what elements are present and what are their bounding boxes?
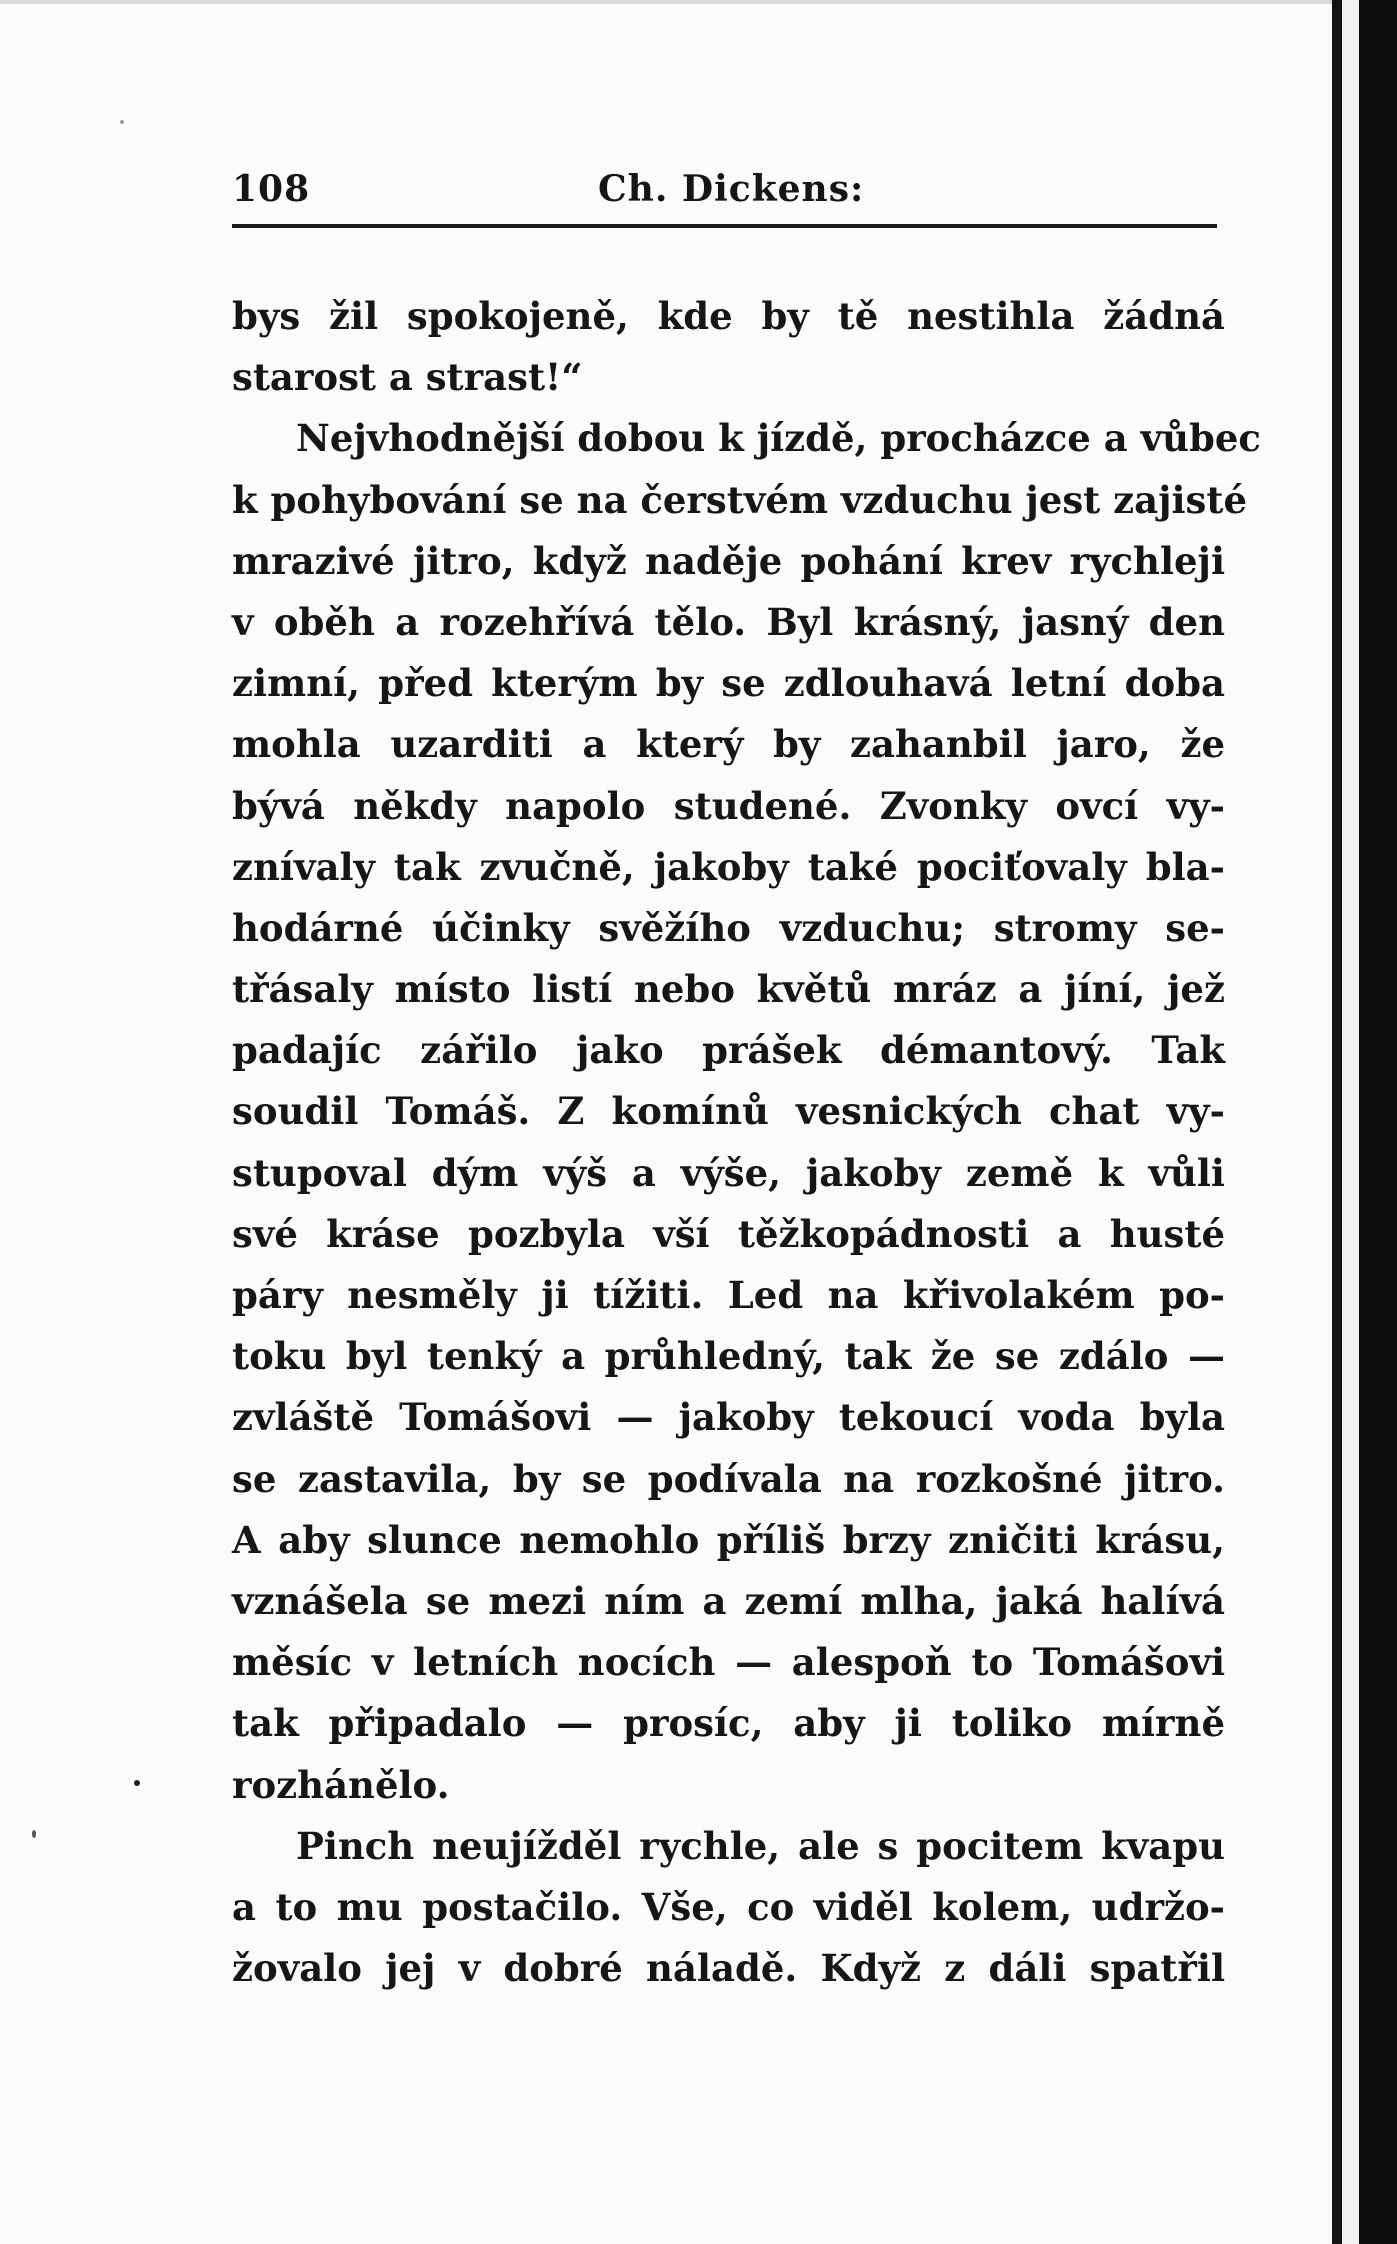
text-line: bys žil spokojeně, kde by tě nestihla žádná	[232, 294, 1225, 338]
text-line: a to mu postačilo. Vše, co viděl kolem, udržo-	[232, 1884, 1225, 1929]
text-line: znívaly tak zvučně, jakoby také pociťovaly bla-	[232, 844, 1225, 889]
text-line: v oběh a rozehřívá tělo. Byl krásný, jasný den	[232, 599, 1225, 644]
text-line: bývá někdy napolo studené. Zvonky ovcí vy-	[232, 783, 1225, 828]
page-header	[232, 160, 1217, 220]
running-head: Ch. Dickens:	[598, 168, 865, 210]
scan-edge-border	[1359, 0, 1397, 2244]
scan-edge-line	[1332, 0, 1342, 2244]
scan-top-edge	[0, 0, 1342, 4]
text-line: žovalo jej v dobré náladě. Když z dáli spatřil	[232, 1946, 1225, 1991]
text-line: rozhánělo.	[232, 1762, 450, 1807]
text-line: své kráse pozbyla vší těžkopádnosti a husté	[232, 1211, 1225, 1256]
text-line: třásaly místo listí nebo květů mráz a jíní, jež	[232, 967, 1225, 1012]
text-line: soudil Tomáš. Z komínů vesnických chat vy-	[232, 1089, 1225, 1134]
text-line: vznášela se mezi ním a zemí mlha, jaká halívá	[232, 1578, 1225, 1623]
text-line: Nejvhodnější dobou k jízdě, procházce a vůbec	[296, 416, 1261, 461]
text-line: měsíc v letních nocích — alespoň to Tomášovi	[232, 1640, 1225, 1685]
text-line: stupoval dým výš a výše, jakoby země k vůli	[232, 1150, 1225, 1195]
page-number: 108	[232, 168, 311, 210]
text-line: se zastavila, by se podívala na rozkošné jitro.	[232, 1456, 1225, 1501]
text-line: hodárné účinky svěžího vzduchu; stromy se-	[232, 905, 1225, 950]
text-line: padajíc zářilo jako prášek démantový. Tak	[232, 1028, 1225, 1073]
text-line: k pohybování se na čerstvém vzduchu jest zajisté	[232, 477, 1248, 522]
text-line: zvláště Tomášovi — jakoby tekoucí voda byla	[232, 1395, 1225, 1440]
text-line: mohla uzarditi a který by zahanbil jaro, že	[232, 722, 1225, 767]
text-line: mrazivé jitro, když naděje pohání krev rychleji	[232, 538, 1225, 583]
header-rule	[232, 224, 1217, 228]
scan-edge-gap	[1342, 0, 1359, 2244]
body-text	[232, 286, 1261, 1999]
text-line: zimní, před kterým by se zdlouhavá letní doba	[232, 661, 1225, 706]
text-line: páry nesměly ji tížiti. Led na křivolakém po-	[232, 1273, 1225, 1317]
scan-speck	[120, 120, 124, 124]
text-line: starost a strast!“	[232, 355, 583, 400]
text-line: tak připadalo — prosíc, aby ji toliko mírně	[232, 1701, 1225, 1746]
scan-speck	[32, 1830, 36, 1838]
text-line: A aby slunce nemohlo příliš brzy zničiti krásu,	[232, 1517, 1225, 1562]
scan-speck	[134, 1780, 140, 1786]
text-line: Pinch neujížděl rychle, ale s pocitem kvapu	[296, 1823, 1225, 1868]
text-line: toku byl tenký a průhledný, tak že se zdálo —	[232, 1334, 1225, 1379]
